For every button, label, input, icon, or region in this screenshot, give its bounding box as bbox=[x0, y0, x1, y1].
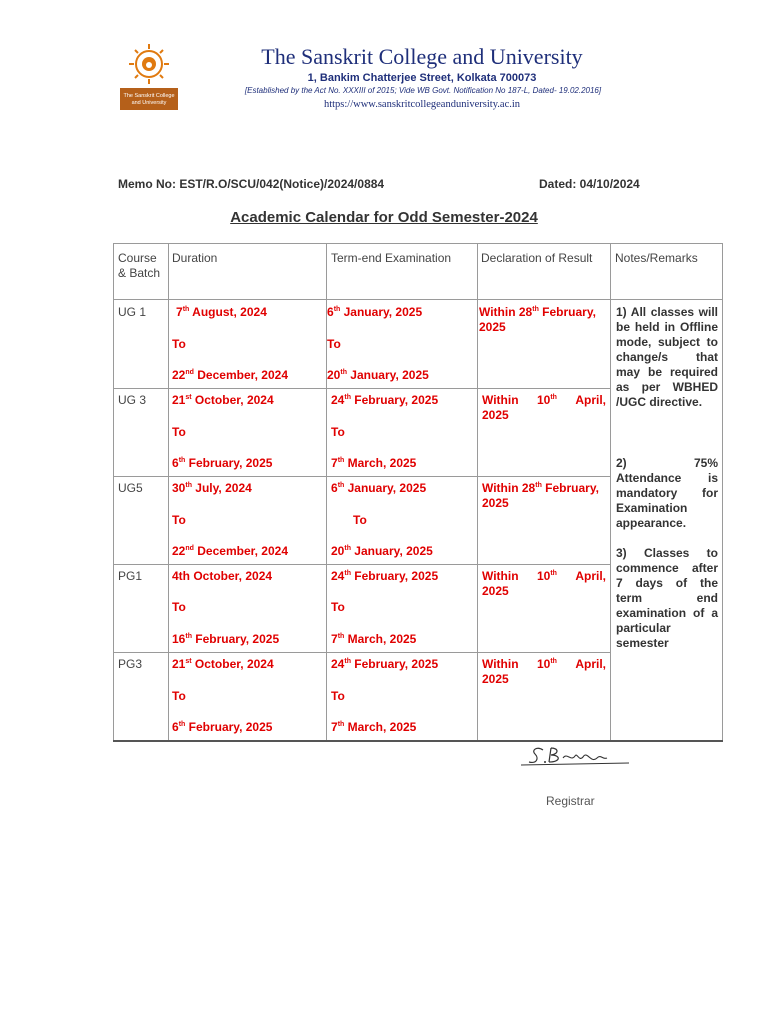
exam-end: 7th March, 2025 bbox=[331, 632, 417, 646]
duration-end: 22nd December, 2024 bbox=[172, 368, 288, 382]
exam-end: 7th March, 2025 bbox=[331, 720, 417, 734]
note-1: 1) All classes will be held in Offline mode, subject to change/s that may be required as per WBHED /UGC directive. bbox=[616, 305, 718, 409]
duration-to: To bbox=[172, 513, 186, 527]
duration-end: 16th February, 2025 bbox=[172, 632, 280, 646]
document-title: Academic Calendar for Odd Semester-2024 bbox=[230, 209, 538, 226]
note-3: 3) Classes to commence after 7 days of the term end examination of a particular semester bbox=[616, 546, 718, 650]
exam-to: To bbox=[331, 689, 345, 703]
result-declaration: Within 10th April, 2025 bbox=[482, 569, 606, 598]
exam-end: 20th January, 2025 bbox=[327, 368, 429, 382]
duration-end: 22nd December, 2024 bbox=[172, 544, 288, 558]
row-course: PG3 bbox=[118, 657, 143, 671]
exam-start: 6th January, 2025 bbox=[327, 305, 423, 319]
exam-to: To bbox=[331, 600, 345, 614]
exam-start: 24th February, 2025 bbox=[331, 569, 439, 583]
result-declaration: Within 28th February, 2025 bbox=[482, 481, 599, 510]
duration-start: 4th October, 2024 bbox=[172, 569, 273, 583]
header-exam: Term-end Examination bbox=[331, 251, 452, 265]
row-course: UG5 bbox=[118, 481, 143, 495]
duration-to: To bbox=[172, 425, 186, 439]
duration-start: 30th July, 2024 bbox=[172, 481, 252, 495]
duration-to: To bbox=[172, 600, 186, 614]
exam-to: To bbox=[331, 425, 345, 439]
exam-end: 20th January, 2025 bbox=[331, 544, 433, 558]
duration-start: 21st October, 2024 bbox=[172, 657, 274, 671]
duration-start: 7th August, 2024 bbox=[176, 305, 267, 319]
row-course: UG 3 bbox=[118, 393, 147, 407]
header-course: Course & Batch bbox=[118, 251, 161, 280]
sun-emblem-icon bbox=[129, 44, 169, 84]
header-result: Declaration of Result bbox=[481, 251, 593, 265]
result-declaration: Within 10th April, 2025 bbox=[482, 393, 606, 422]
exam-start: 24th February, 2025 bbox=[331, 393, 439, 407]
university-address: 1, Bankim Chatterjee Street, Kolkata 700073 bbox=[307, 72, 537, 84]
registrar-title: Registrar bbox=[546, 794, 595, 808]
registrar-signature bbox=[521, 742, 631, 770]
exam-start: 6th January, 2025 bbox=[331, 481, 427, 495]
memo-number: Memo No: EST/R.O/SCU/042(Notice)/2024/0884 bbox=[118, 177, 385, 191]
calendar-table bbox=[113, 243, 723, 742]
duration-end: 6th February, 2025 bbox=[172, 456, 273, 470]
exam-end: 7th March, 2025 bbox=[331, 456, 417, 470]
duration-start: 21st October, 2024 bbox=[172, 393, 274, 407]
memo-date: Dated: 04/10/2024 bbox=[539, 177, 640, 191]
duration-to: To bbox=[172, 337, 186, 351]
logo-caption: The Sanskrit College and University bbox=[123, 93, 175, 106]
result-declaration: Within 28th February, 2025 bbox=[479, 305, 596, 334]
row-course: PG1 bbox=[118, 569, 143, 583]
exam-to: To bbox=[353, 513, 367, 527]
exam-to: To bbox=[327, 337, 341, 351]
header-duration: Duration bbox=[172, 251, 218, 265]
duration-to: To bbox=[172, 689, 186, 703]
university-website[interactable]: https://www.sanskritcollegeanduniversity.ac.in bbox=[323, 99, 521, 110]
row-course: UG 1 bbox=[118, 305, 147, 319]
establishment-note: [Established by the Act No. XXXIII of 2015; Vide WB Govt. Notification No 187-L, Dated- 19.02.2016] bbox=[244, 86, 602, 95]
note-2: 2) 75% Attendance is mandatory for Examination appearance. bbox=[616, 456, 718, 530]
university-name: The Sanskrit College and University bbox=[261, 44, 583, 69]
duration-end: 6th February, 2025 bbox=[172, 720, 273, 734]
header-notes: Notes/Remarks bbox=[615, 251, 698, 265]
exam-start: 24th February, 2025 bbox=[331, 657, 439, 671]
result-declaration: Within 10th April, 2025 bbox=[482, 657, 606, 686]
